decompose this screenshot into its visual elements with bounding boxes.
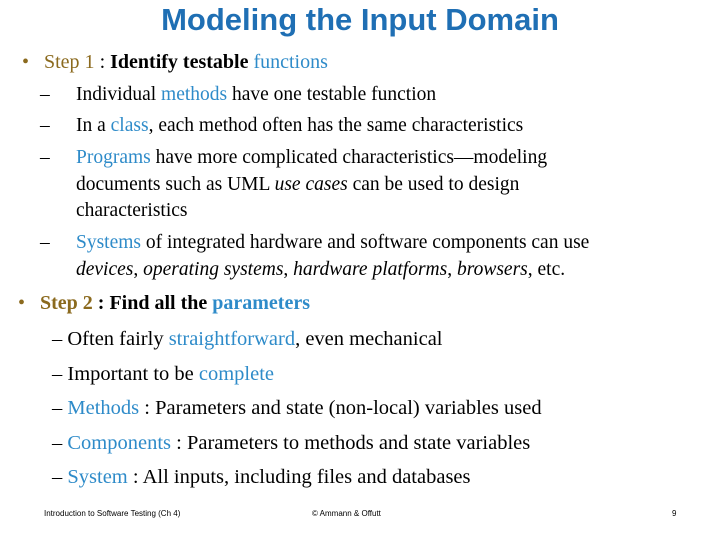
step2-item: – Components : Parameters to methods and state variables [52, 432, 531, 454]
step2-item: – Often fairly straightforward, even mechanical [52, 328, 443, 350]
bullet-icon: • [18, 292, 26, 314]
step2-heading: Step 2 : Find all the parameters [40, 292, 310, 314]
footer-center: © Ammann & Offutt [312, 509, 381, 518]
step1-heading: Step 1 : Identify testable functions [44, 51, 328, 73]
step2-item: – Important to be complete [52, 363, 275, 385]
footer-left: Introduction to Software Testing (Ch 4) [44, 509, 181, 518]
slide-title: Modeling the Input Domain [161, 2, 559, 37]
step2-item: – System : All inputs, including files and databases [52, 466, 471, 488]
step2-item: – Methods : Parameters and state (non-local) variables used [52, 397, 542, 419]
bullet-icon: • [22, 51, 30, 73]
slide-number: 9 [672, 509, 677, 518]
